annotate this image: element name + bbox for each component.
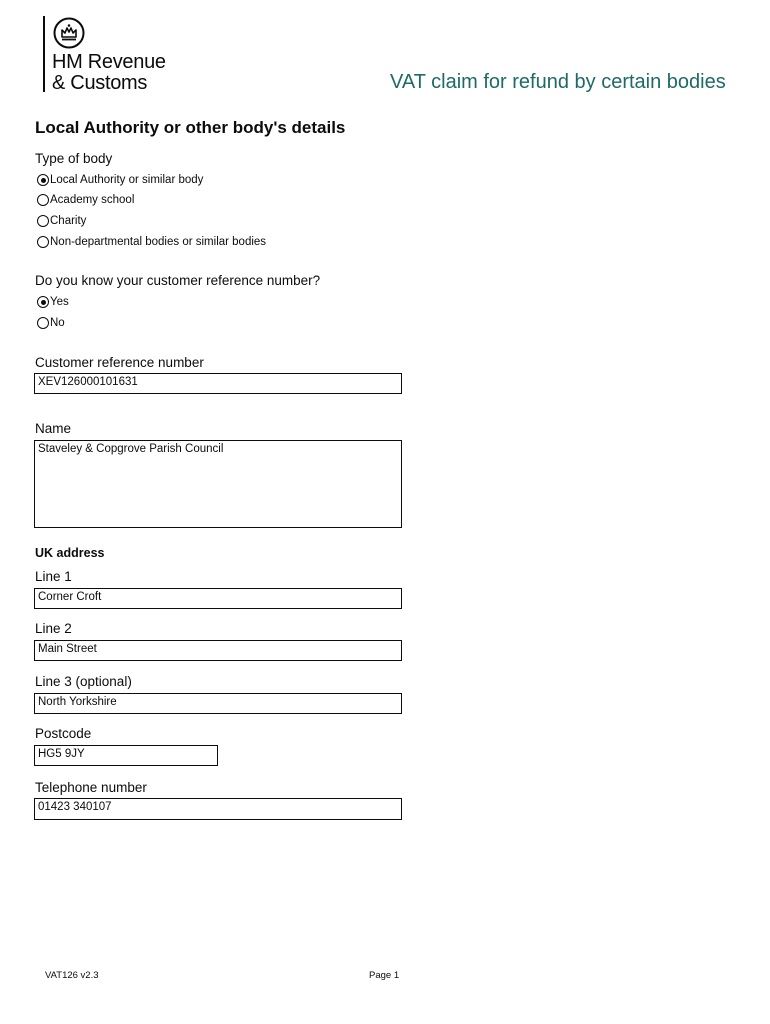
organisation-name-line2: & Customs <box>52 72 148 94</box>
radio-no[interactable] <box>37 316 65 330</box>
radio-selected-icon[interactable] <box>37 296 49 308</box>
radio-local-authority[interactable] <box>37 173 203 187</box>
radio-label: Charity <box>50 215 87 227</box>
radio-label: Yes <box>50 296 69 308</box>
section-title: Local Authority or other body's details <box>35 118 346 137</box>
page-number: Page 1 <box>369 970 400 981</box>
telephone-input[interactable]: 01423 340107 <box>34 798 402 820</box>
radio-charity[interactable] <box>37 214 86 228</box>
telephone-label: Telephone number <box>35 780 147 795</box>
name-textarea[interactable]: Staveley & Copgrove Parish Council <box>34 440 402 528</box>
address-line1-label: Line 1 <box>35 569 72 584</box>
name-label: Name <box>35 421 72 436</box>
address-line3-label: Line 3 (optional) <box>35 674 132 689</box>
address-line3-input[interactable]: North Yorkshire <box>34 693 402 714</box>
radio-label: Non-departmental bodies or similar bodies <box>50 236 267 248</box>
type-of-body-label: Type of body <box>35 151 113 166</box>
customer-reference-input[interactable]: XEV126000101631 <box>34 373 402 394</box>
radio-unselected-icon[interactable] <box>37 317 49 329</box>
radio-unselected-icon[interactable] <box>37 194 49 206</box>
address-line2-input[interactable]: Main Street <box>34 640 402 661</box>
organisation-name <box>52 52 166 94</box>
royal-crest-icon <box>53 17 85 49</box>
know-reference-label: Do you know your customer reference number? <box>35 273 321 288</box>
radio-unselected-icon[interactable] <box>37 215 49 227</box>
organisation-name-line1: HM Revenue <box>52 51 166 73</box>
form-code: VAT126 v2.3 <box>45 970 99 981</box>
radio-unselected-icon[interactable] <box>37 236 49 248</box>
postcode-label: Postcode <box>35 726 92 741</box>
radio-academy-school[interactable] <box>37 193 134 207</box>
radio-label: Academy school <box>50 194 135 206</box>
radio-selected-icon[interactable] <box>37 174 49 186</box>
uk-address-heading: UK address <box>35 546 105 560</box>
postcode-input[interactable]: HG5 9JY <box>34 745 218 766</box>
radio-non-departmental[interactable] <box>37 235 266 249</box>
address-line2-label: Line 2 <box>35 621 72 636</box>
radio-yes[interactable] <box>37 295 69 309</box>
customer-reference-label: Customer reference number <box>35 355 204 370</box>
radio-label: Local Authority or similar body <box>50 174 204 186</box>
radio-label: No <box>50 317 65 329</box>
logo-divider <box>43 16 45 92</box>
form-title: VAT claim for refund by certain bodies <box>390 71 726 93</box>
address-line1-input[interactable]: Corner Croft <box>34 588 402 609</box>
